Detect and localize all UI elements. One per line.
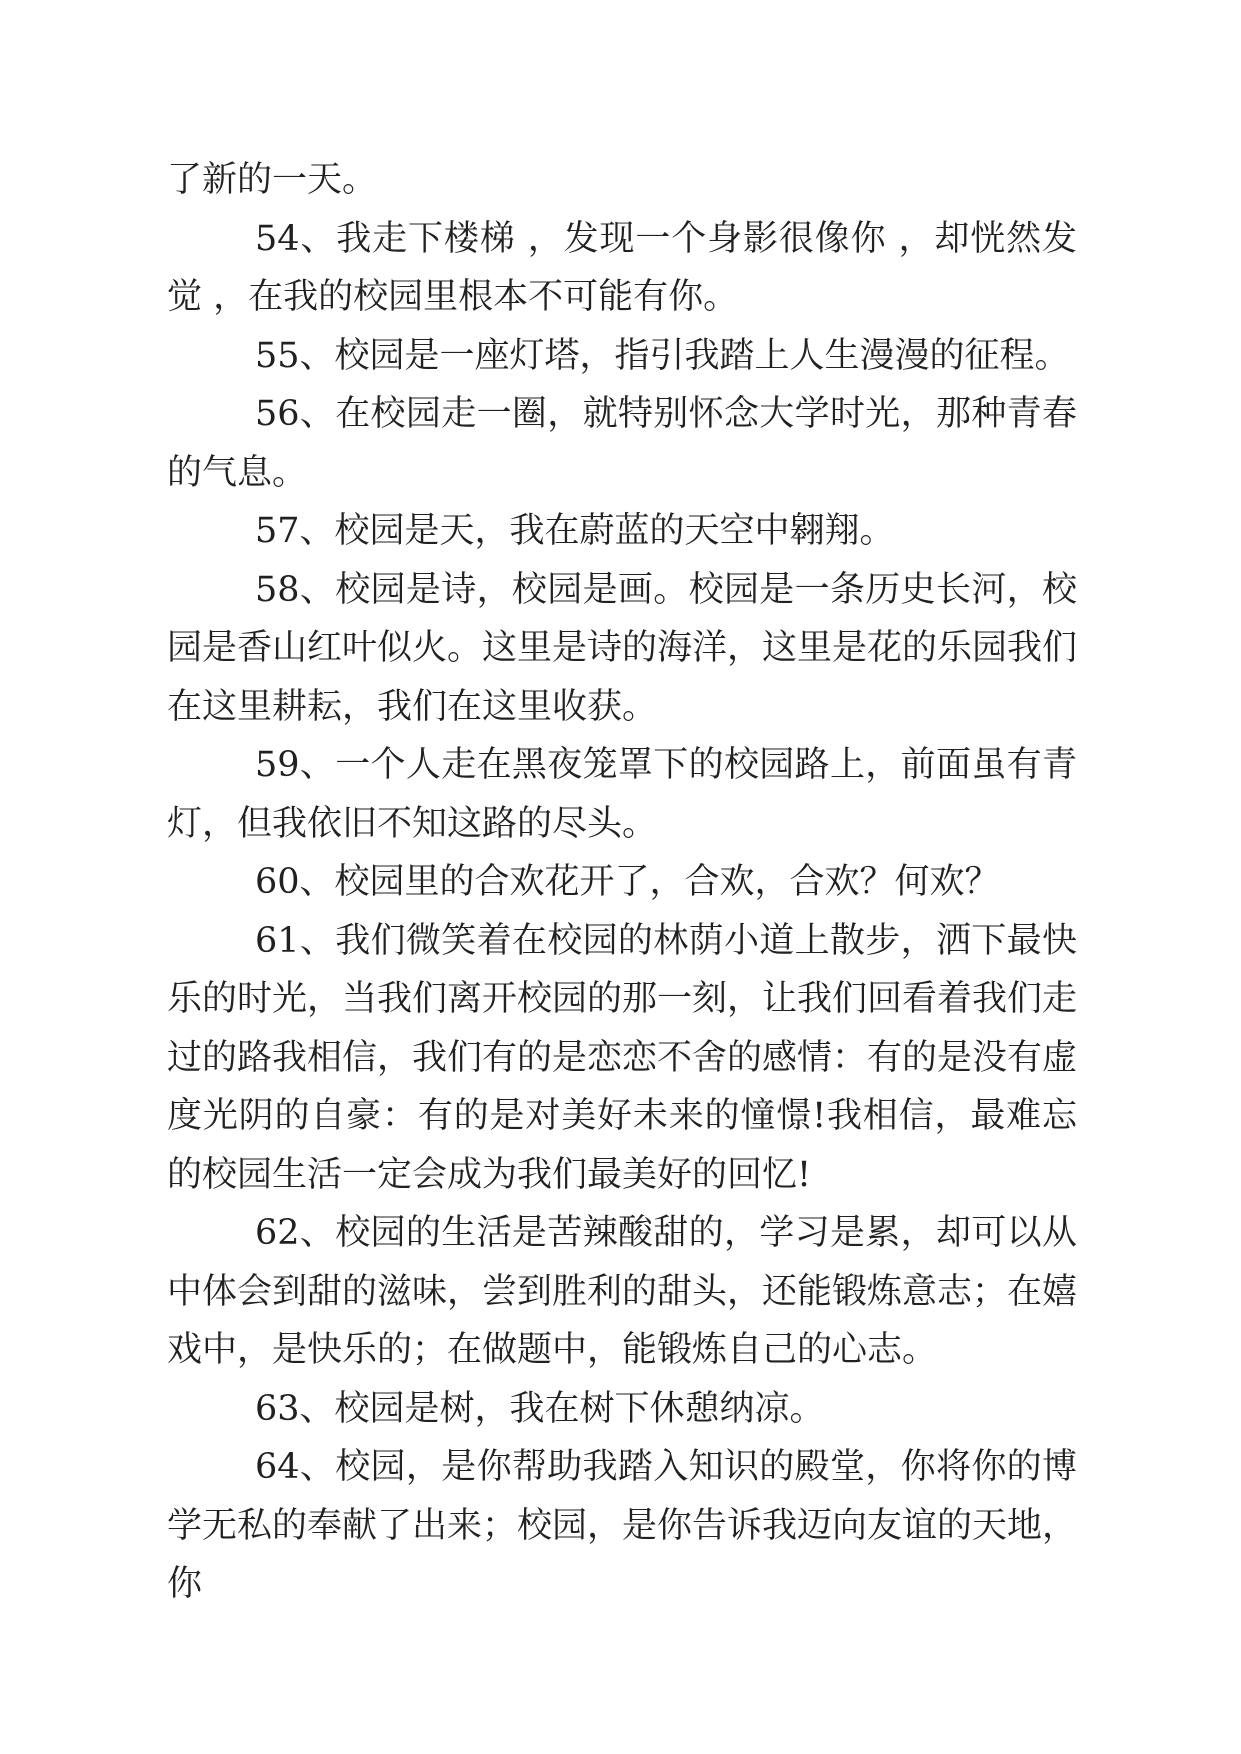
paragraph-p57: 57、校园是天，我在蔚蓝的天空中翱翔。 [255,511,895,551]
paragraph-p59: 59、一个人走在黑夜笼罩下的校园路上，前面虽有青灯，但我依旧不知这路的尽头。 [167,745,1077,844]
paragraph-p58: 58、校园是诗，校园是画。校园是一条历史长河，校园是香山红叶似火。这里是诗的海洋，这里是花的乐园我们在这里耕耘，我们在这里收获。 [167,569,1078,727]
paragraph-p54: 54、我走下楼梯 ，发现一个身影很像你 ，却恍然发觉 ，在我的校园里根本不可能有你。 [167,218,1077,317]
paragraph-p61: 61、我们微笑着在校园的林荫小道上散步，洒下最快乐的时光，当我们离开校园的那一刻，让我们回看着我们走过的路我相信，我们有的是恋恋不舍的感情：有的是没有虚度光阴的自豪：有的是对美好未来的憧憬!我相信，最难忘的校园生活一定会成为我们最美好的回忆! [167,920,1078,1195]
paragraph-p55: 55、校园是一座灯塔，指引我踏上人生漫漫的征程。 [255,335,1070,376]
paragraph-p53-tail: 了新的一天。 [167,160,378,200]
paragraph-p60: 60、校园里的合欢花开了，合欢，合欢？何欢？ [255,862,1000,902]
paragraph-p62: 62、校园的生活是苦辣酸甜的，学习是累，却可以从中体会到甜的滋味，尝到胜利的甜头，还能锻炼意志；在嬉戏中，是快乐的；在做题中，能锻炼自己的心志。 [167,1213,1078,1370]
paragraph-p56: 56、在校园走一圈，就特别怀念大学时光，那种青春的气息。 [167,394,1077,493]
paragraph-p64: 64、校园，是你帮助我踏入知识的殿堂，你将你的博学无私的奉献了出来；校园，是你告诉我迈向友谊的天地，你 [167,1447,1078,1604]
paragraph-p63: 63、校园是树，我在树下休憩纳凉。 [255,1388,825,1429]
document-body [167,151,1077,1614]
